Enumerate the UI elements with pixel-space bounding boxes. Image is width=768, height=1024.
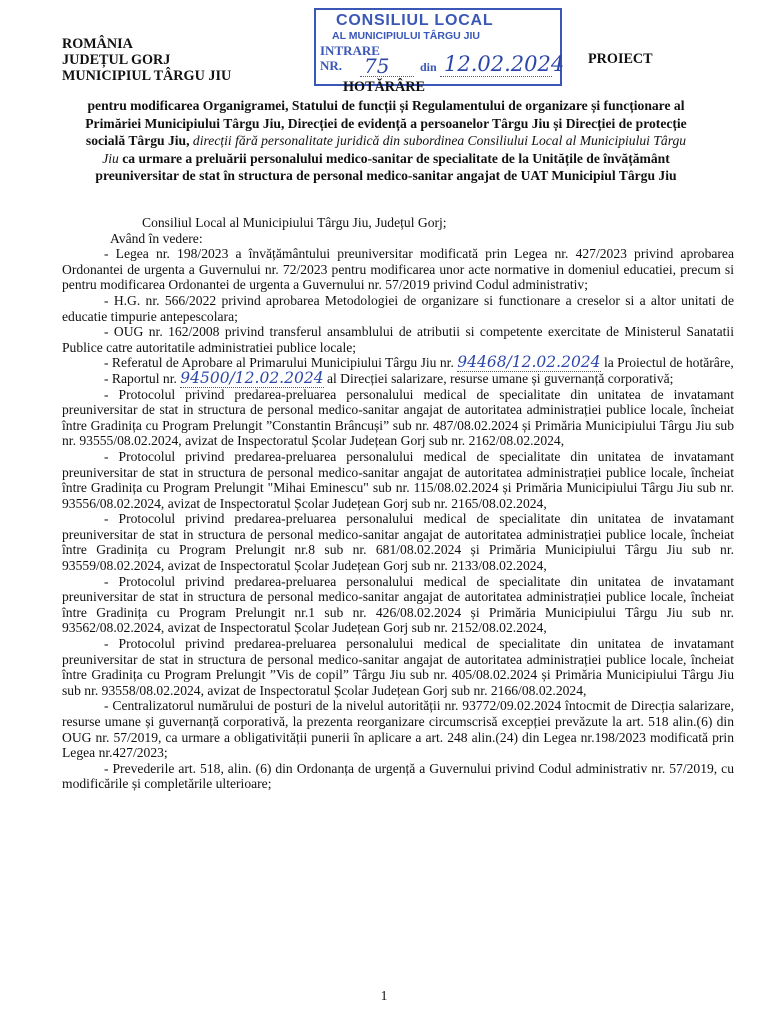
referat-text-end: la Proiectul de hotărâre, [603,355,734,371]
raport-text-end: al Direcției salarizare, resurse umane și guvernanță corporativă; [326,370,674,386]
stamp-line-2: AL MUNICIPIULUI TÂRGU JIU [332,30,480,42]
legal-basis-item: - Legea nr. 198/2023 a învățământului preuniversitar modificată prin Legea nr. 427/2023 privind aprobarea Ordonantei de urgenta a Guvernului nr. 72/2023 pentru modificarea unor acte normative in domeniul educatiei, precum si pentru modificarea Ordonantei de urgenta a Guvernului nr. 57/2019 privind Codul administrativ; [62,246,734,293]
stamp-line-1: CONSILIUL LOCAL [336,12,494,29]
raport-handwritten-number: 94500/12.02.2024 [180,368,324,387]
subtitle-part-3: ca urmare a preluării personalului medico-sanitar de specialitate de la Unitățile de învățământ preuniversitar de stat în structura de personal medico-sanitar angajat de UAT Municipiul Târgu Jiu [95,150,677,183]
legal-basis-item: - Prevederile art. 518, alin. (6) din Ordonanța de urgență a Guvernului privind Codul administrativ nr. 57/2019, cu modificările și completările ulterioare; [62,760,734,792]
stamp-din-label: din [420,60,437,74]
legal-basis-item [62,368,734,387]
legal-basis-item: - OUG nr. 162/2008 privind transferul ansamblului de atributii si competente exercitate de Ministerul Sanatatii Publice catre autoritatile administratiei publice locale; [62,324,734,355]
raport-text: - Raportul nr. [104,370,177,386]
avand-paragraph: Având în vedere: [110,230,203,246]
project-label: PROIECT [588,51,653,67]
document-body [62,215,734,792]
subtitle-part-2: direcții fără personalitate juridică din subordinea Consiliului Local al Municipiului Târgu Jiu [102,133,687,166]
stamp-nr-label: NR. [320,58,343,73]
issuer-header [62,36,231,84]
stamp-nr-value: 75 [364,54,390,78]
legal-basis-item: - Protocolul privind predarea-preluarea personalului medical de specialitate din unitatea de invatamant preuniversitar de stat in structura de personal medico-sanitar angajat de autoritatea administrației publice locale, încheiat între Gradinița cu Program Prelungit nr.8 sub nr. 681/08.02.2024 și Primăria Municipiului Târgu Jiu sub nr. 93559/08.02.2024, avizat de Inspectoratul Școlar Județean Gorj sub nr. 2133/08.02.2024, [62,511,734,574]
subtitle-part-1: pentru modificarea Organigramei, Statului de funcții și Regulamentului de organizare și funcționare al Primăriei Municipiului Târgu Jiu, Direcției de evidență a persoanelor Târgu Jiu și Direcției de protecție socială Târgu Jiu, [85,98,687,148]
document-subtitle [84,97,688,185]
legal-basis-item: - H.G. nr. 566/2022 privind aprobarea Metodologiei de organizare si functionare a creselor si a altor unitati de educatie timpurie antepescolara; [62,292,734,324]
municipality-line: MUNICIPIUL TÂRGU JIU [62,68,232,84]
referat-handwritten-number: 94468/12.02.2024 [457,353,601,372]
stamp-date-value: 12.02.2024 [444,52,565,76]
document-title: HOTĂRÂRE [343,79,425,95]
legal-basis-item: - Protocolul privind predarea-preluarea personalului medical de specialitate din unitatea de invatamant preuniversitar de stat in structura de personal medico-sanitar angajat de autoritatea administrației publice locale, încheiat între Gradinița cu Program Prelungit ”Constantin Brâncuși” sub nr. 487/08.02.2024 și Primăria Municipiului Târgu Jiu sub nr. 93555/08.02.2024, avizat de Inspectoratul Școlar Județean Gorj sub nr. 2162/08.02.2024, [62,386,734,449]
legal-basis-item: - Protocolul privind predarea-preluarea personalului medical de specialitate din unitatea de invatamant preuniversitar de stat in structura de personal medico-sanitar angajat de autoritatea administrației publice locale, încheiat între Gradinița cu Program Prelungit ”Vis de copil” Târgu Jiu sub nr. 405/08.02.2024 și Primăria Municipiului Târgu Jiu sub nr. 93558/08.02.2024, avizat de Inspectoratul Școlar Județean Gorj sub nr. 2166/08.02.2024, [62,636,734,698]
intro-paragraph: Consiliul Local al Municipiului Târgu Jiu, Județul Gorj; [142,215,447,230]
page-number: 1 [380,988,388,1003]
stamp-line-3: INTRARE [320,43,380,58]
country-line: ROMÂNIA [62,36,133,52]
legal-basis-item [62,355,734,371]
legal-basis-item: - Protocolul privind predarea-preluarea personalului medical de specialitate din unitatea de invatamant preuniversitar de stat in structura de personal medico-sanitar angajat de autoritatea administrației publice locale, încheiat între Gradinița cu Program Prelungit nr.1 sub nr. 426/08.02.2024 și Primăria Municipiului Târgu Jiu sub nr. 93562/08.02.2024, avizat de Inspectoratul Școlar Județean Gorj sub nr. 2152/08.02.2024, [62,573,734,636]
stamp-dotted-line [440,76,552,77]
stamp-dotted-line [360,76,414,77]
county-line: JUDEȚUL GORJ [62,52,171,68]
legal-basis-item: - Centralizatorul numărului de posturi de la nivelul autorității nr. 93772/09.02.2024 întocmit de Direcția salarizare, resurse umane și guvernanță corporativă, la prezenta reorganizare circumscrisă excepției prevăzute la art. 518 alin.(6) din OUG nr. 57/2019, ca urmare a obligativității punerii în aplicare a art. 248 alin.(24) din Legea nr.198/2023 modificată prin Legea nr.427/2023; [62,698,734,761]
legal-basis-item: - Protocolul privind predarea-preluarea personalului medical de specialitate din unitatea de invatamant preuniversitar de stat in structura de personal medico-sanitar angajat de autoritatea administrației publice locale, încheiat între Gradinița cu Program Prelungit "Mihai Eminescu" sub nr. 115/08.02.2024 și Primăria Municipiului Târgu Jiu sub nr. 93556/08.02.2024, avizat de Inspectoratul Școlar Județean Gorj sub nr. 2165/08.02.2024, [62,448,734,511]
referat-text: - Referatul de Aprobare al Primarului Municipiului Târgu Jiu nr. [104,355,454,371]
registration-stamp [314,8,565,86]
